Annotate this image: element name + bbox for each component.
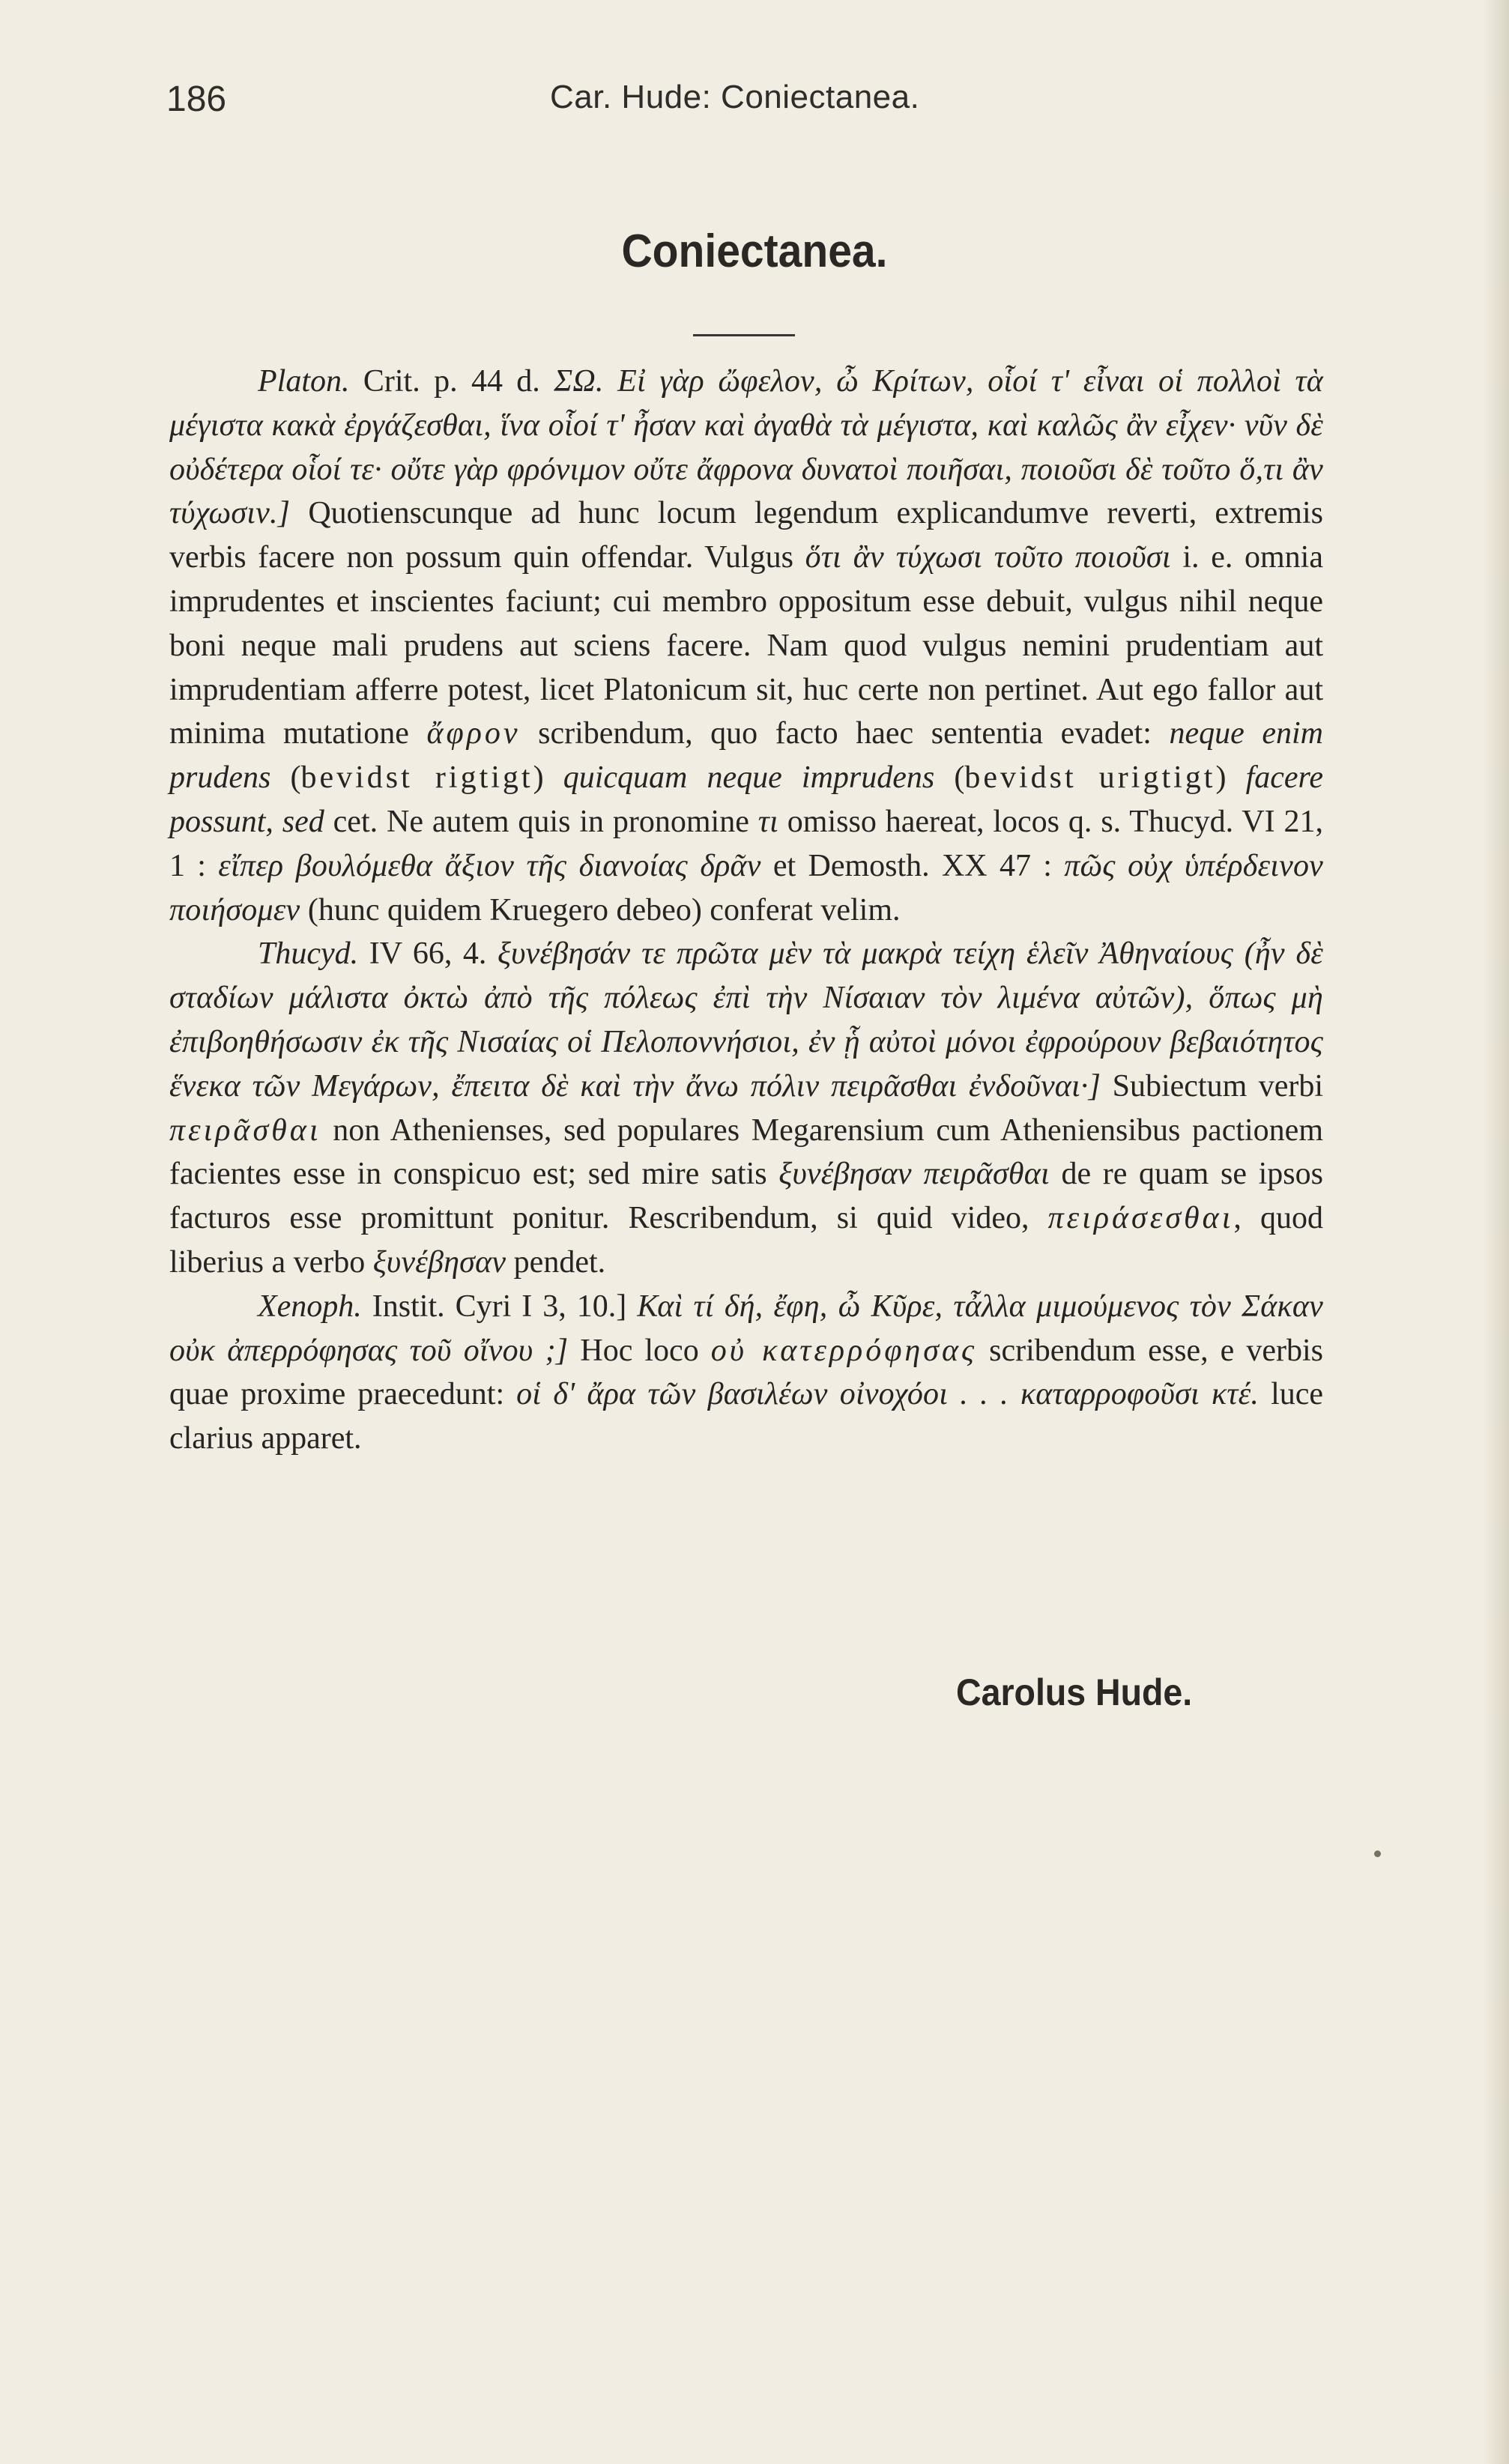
page-number: 186 — [166, 79, 227, 119]
stray-mark — [1374, 1850, 1381, 1857]
text-segment: et Demosth. XX 47 : — [760, 848, 1065, 883]
text-segment: i. e. omnia imprudentes et inscientes faciunt; cui membro oppositum esse debuit, vulgus nihil neque boni neque mali prudens aut sciens facere. Nam quod vulgus nemini prudentiam aut imprudentiam afferre potest, licet Platonicum sit, huc certe non pertinet. Aut ego fallor aut minima mutatione — [169, 540, 1323, 751]
page-header — [0, 79, 1509, 131]
text-segment: non Athenienses, sed populares Megarensium cum Atheniensibus pactionem facientes esse in conspicuo est; sed mire satis — [169, 1113, 1323, 1192]
paragraph-xenophon — [169, 1285, 1323, 1461]
text-segment: Instit. Cyri I 3, 10.] — [361, 1289, 638, 1324]
text-segment: ) — [533, 760, 563, 796]
text-segment: ἄφρον — [426, 716, 521, 751]
text-segment: ( — [934, 760, 965, 796]
text-segment: πῶς οὐχ ὑπέρδεινον ποιήσομεν — [169, 848, 1323, 927]
text-segment: Platon. — [258, 364, 350, 399]
text-segment: Καὶ τί δή, ἔφη, ὦ Κῦρε, τἆλλα μιμούμενος τὸν Σάκαν οὐκ ἀπερρόφησας τοῦ οἴνου ;] — [169, 1289, 1324, 1368]
text-segment: cet. Ne autem quis in pronomine — [324, 804, 758, 839]
text-segment: de re quam se ipsos facturos esse promittunt ponitur. Rescribendum, si quid video, — [169, 1157, 1323, 1236]
text-segment: Xenoph. — [258, 1289, 362, 1324]
text-segment: scribendum esse, e verbis quae proxime praecedunt: — [169, 1333, 1323, 1412]
text-segment: Hoc loco — [568, 1333, 711, 1368]
text-segment: Quotienscunque ad hunc locum legendum explicandumve reverti, extremis verbis facere non possum quin offendar. Vulgus — [169, 496, 1323, 575]
text-segment: Subiectum verbi — [1101, 1068, 1323, 1104]
text-segment: IV 66, 4. — [358, 936, 498, 972]
text-segment: ΣΩ. Εἰ γὰρ ὤφελον, ὦ Κρίτων, οἷοί τ' εἶναι οἱ πολλοὶ τὰ μέγιστα κακὰ ἐργάζεσθαι, ἵνα οἷοί τ' ἦσαν καὶ ἀγαθὰ τὰ μέγιστα, καὶ καλῶς ἂν εἶχεν· νῦν δὲ οὐδέτερα οἷοί τε· οὔτε γὰρ φρόνιμον οὔτε ἄφρονα δυνατοὶ ποιῆσαι, ποιοῦσι δὲ τοῦτο ὅ,τι ἂν τύχωσιν.] — [169, 364, 1323, 531]
text-segment: πειρᾶσθαι — [169, 1113, 321, 1148]
page-edge-shadow — [1484, 0, 1509, 2464]
text-segment: ( — [270, 760, 301, 796]
text-segment: omisso haereat, locos q. s. Thucyd. VI 21, 1 : — [169, 804, 1323, 883]
paragraph-thucydides — [169, 932, 1323, 1284]
text-segment: bevidst rigtigt — [300, 760, 533, 796]
paragraph-platon — [169, 360, 1323, 932]
text-segment: pendet. — [506, 1244, 606, 1280]
text-segment: ξυνέβησάν τε πρῶτα μὲν τὰ μακρὰ τείχη ἑλεῖν Ἀθηναίους (ἦν δὲ σταδίων μάλιστα ὀκτὼ ἀπὸ τῆς πόλεως ἐπὶ τὴν Νίσαιαν τὸν λιμένα αὐτῶν), ὅπως μὴ ἐπιβοηθήσωσιν ἐκ τῆς Νισαίας οἱ Πελοποννήσιοι, ἐν ᾗ αὐτοὶ μόνοι ἐφρούρουν βεβαιότητος ἕνεκα τῶν Μεγάρων, ἔπειτα δὲ καὶ τὴν ἄνω πόλιν πειρᾶσθαι ἐνδοῦναι·] — [169, 936, 1324, 1104]
text-segment: , quod liberius a verbo — [169, 1201, 1324, 1280]
text-segment: ) — [1215, 760, 1246, 796]
text-segment: ξυνέβησαν — [372, 1244, 506, 1280]
article-title: Coniectanea. — [621, 225, 888, 277]
text-segment: οἱ δ' ἄρα τῶν βασιλέων οἰνοχόοι . . . καταρροφοῦσι κτέ. — [516, 1377, 1259, 1412]
text-segment: luce clarius apparet. — [169, 1377, 1324, 1456]
title-rule — [693, 334, 795, 336]
text-segment: εἴπερ βουλόμεθα ἄξιον τῆς διανοίας δρᾶν — [218, 848, 761, 883]
text-segment: πειράσεσθαι — [1047, 1201, 1234, 1236]
signature: Carolus Hude. — [956, 1671, 1193, 1713]
text-segment: bevidst urigtigt — [964, 760, 1216, 796]
text-segment: ξυνέβησαν πειρᾶσθαι — [778, 1157, 1050, 1192]
text-segment: facere possunt, sed — [169, 760, 1323, 839]
text-segment: (hunc quidem Kruegero debeo) conferat velim. — [300, 892, 901, 927]
article-body — [169, 360, 1323, 1461]
text-segment: quicquam neque imprudens — [563, 760, 935, 796]
text-segment: Thucyd. — [258, 936, 359, 972]
text-segment: οὐ κατερρόφησας — [710, 1333, 978, 1368]
text-segment: neque enim prudens — [169, 716, 1323, 796]
text-segment: ὅτι ἂν τύχωσι τοῦτο ποιοῦσι — [805, 540, 1171, 575]
text-segment: scribendum, quo facto haec sententia evadet: — [520, 716, 1170, 751]
text-segment: Crit. p. 44 d. — [349, 364, 554, 399]
running-head: Car. Hude: Coniectanea. — [550, 79, 920, 115]
text-segment: τι — [757, 804, 778, 839]
